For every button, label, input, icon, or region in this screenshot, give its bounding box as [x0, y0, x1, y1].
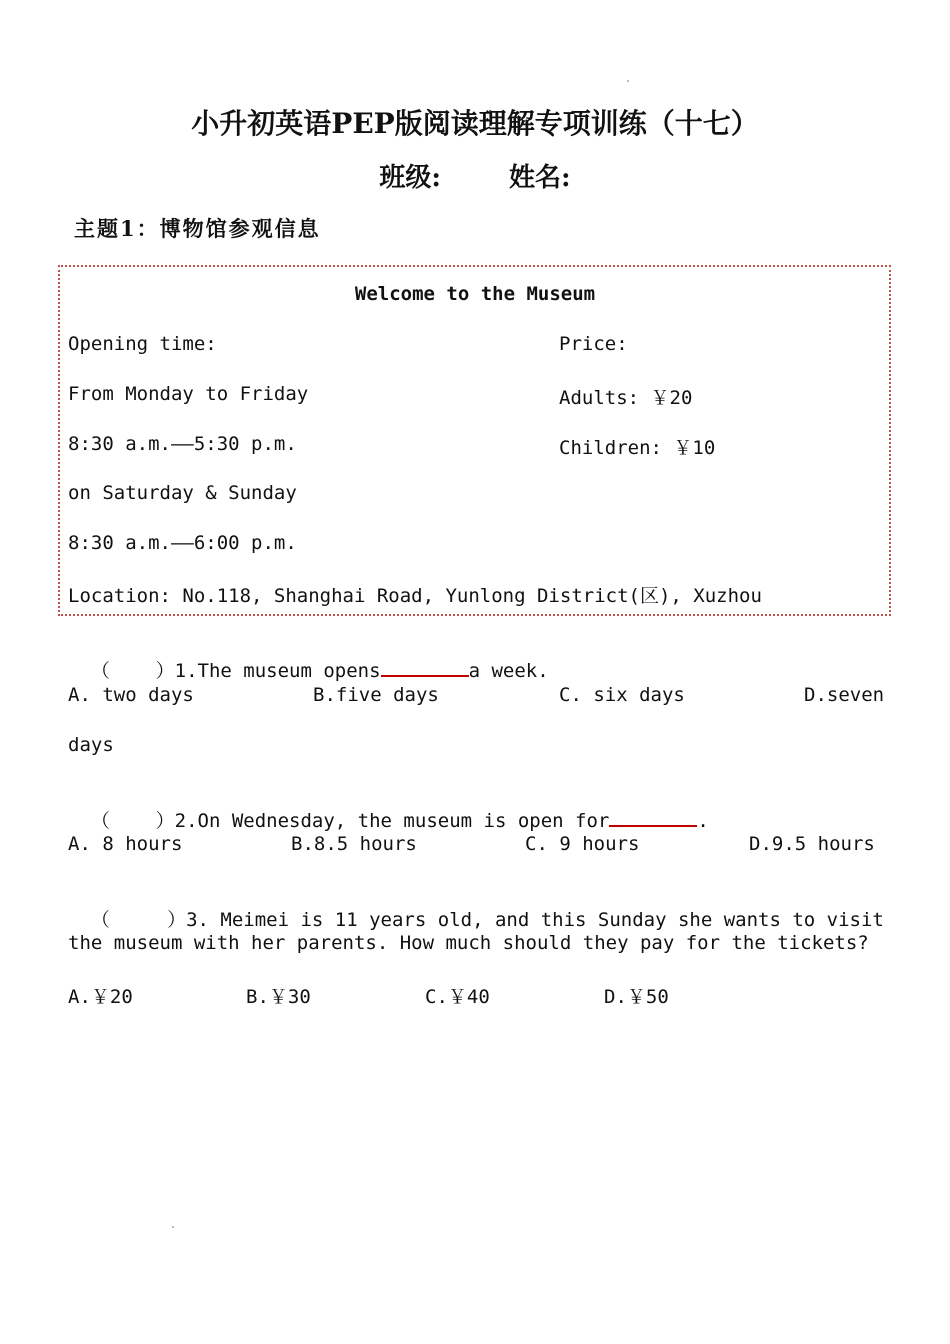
class-name-line — [0, 157, 950, 194]
topic-heading: 主题1：博物馆参观信息 — [74, 216, 321, 241]
answer-bracket[interactable]: （ ） — [90, 810, 175, 832]
name-label: 姓名: — [509, 163, 571, 193]
question-stem: 3. Meimei is 11 years old, and this Sunday she wants to visit — [186, 909, 884, 931]
adult-price: Adults: ￥20 — [559, 387, 693, 409]
question-stem-end: . — [697, 810, 709, 832]
weekend-label: on Saturday & Sunday — [68, 482, 297, 504]
option-d[interactable]: D.￥50 — [604, 986, 669, 1008]
option-c[interactable]: C. 9 hours — [525, 833, 640, 855]
question-stem-end: a week. — [468, 660, 549, 682]
weekend-hours: 8:30 a.m.——6:00 p.m. — [68, 532, 297, 554]
option-a[interactable]: A. two days — [68, 684, 194, 706]
answer-blank[interactable] — [609, 807, 697, 827]
opening-time-label: Opening time: — [68, 333, 217, 355]
answer-blank[interactable] — [381, 657, 469, 677]
option-d[interactable]: D.9.5 hours — [749, 833, 875, 855]
option-a[interactable]: A. 8 hours — [68, 833, 183, 855]
page-title: 小升初英语PEP版阅读理解专项训练（十七） — [191, 107, 759, 140]
question-1 — [68, 634, 549, 683]
question-stem: 1.The museum opens — [174, 660, 381, 682]
option-c[interactable]: C.￥40 — [425, 986, 490, 1008]
answer-bracket[interactable]: （ ） — [90, 660, 175, 682]
child-price: Children: ￥10 — [559, 437, 716, 459]
question-2 — [68, 784, 709, 833]
option-d-wrap: days — [68, 734, 114, 756]
option-b[interactable]: B.8.5 hours — [291, 833, 417, 855]
option-a[interactable]: A.￥20 — [68, 986, 133, 1008]
option-d[interactable]: D.seven — [804, 684, 885, 706]
option-b[interactable]: B.five days — [313, 684, 439, 706]
option-c[interactable]: C. six days — [559, 684, 685, 706]
question-stem: 2.On Wednesday, the museum is open for — [174, 810, 610, 832]
weekday-label: From Monday to Friday — [68, 383, 309, 405]
question-3-continued: the museum with her parents. How much should they pay for the tickets? — [68, 932, 869, 954]
speck-bottom — [172, 1226, 174, 1228]
option-b[interactable]: B.￥30 — [246, 986, 311, 1008]
notice-heading: Welcome to the Museum — [354, 283, 596, 305]
class-label: 班级: — [379, 163, 441, 193]
weekday-hours: 8:30 a.m.——5:30 p.m. — [68, 433, 297, 455]
speck-top — [627, 80, 629, 82]
answer-bracket[interactable]: （ ） — [90, 909, 187, 931]
question-3 — [68, 883, 884, 932]
location-text: Location: No.118, Shanghai Road, Yunlong District(区), Xuzhou — [68, 585, 762, 607]
price-label: Price: — [559, 333, 628, 355]
